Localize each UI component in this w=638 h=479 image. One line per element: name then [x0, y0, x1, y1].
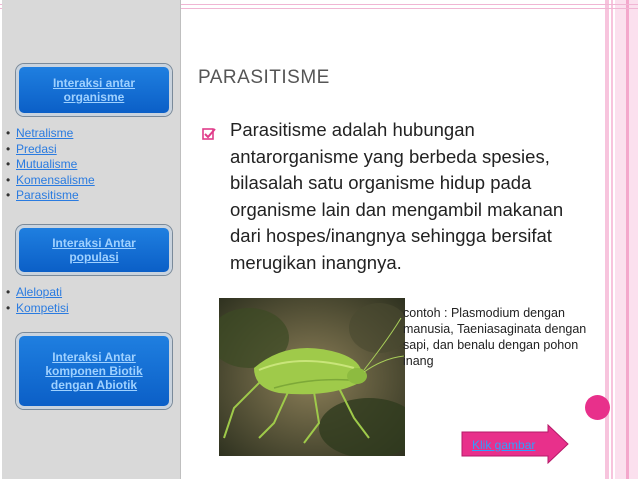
populasi-list [6, 285, 69, 316]
link-label[interactable]: Kompetisi [16, 300, 69, 315]
list-item-mutualisme[interactable] [6, 157, 95, 173]
bullet-icon: • [6, 157, 11, 171]
nav-box-label: dengan Abiotik [50, 378, 138, 392]
bullet-icon: • [6, 126, 11, 140]
nav-box-interaksi-populasi[interactable] [16, 225, 172, 275]
insect-photo [219, 298, 405, 456]
example-text: contoh : Plasmodium dengan manusia, Taeniasaginata dengan sapi, dan benalu dengan pohon inang [403, 306, 587, 368]
nav-box-biotik-abiotik[interactable] [16, 333, 172, 409]
link-label[interactable]: Parasitisme [16, 188, 79, 202]
bullet-icon: • [6, 188, 11, 202]
nav-box-label: populasi [69, 250, 119, 264]
list-item-predasi[interactable] [6, 142, 95, 158]
bullet-icon: • [6, 300, 11, 315]
nav-box-label: organisme [63, 90, 125, 104]
decor-circle [585, 395, 610, 420]
organisme-list [6, 126, 95, 204]
link-label[interactable]: Netralisme [16, 126, 74, 140]
link-label[interactable]: Komensalisme [16, 172, 95, 187]
sidebar [2, 0, 181, 479]
klik-gambar-button[interactable]: Klik gambar [472, 438, 536, 452]
list-item-kompetisi[interactable] [6, 301, 69, 317]
nav-box-label: Interaksi Antar [52, 350, 136, 364]
page-title: PARASITISME [198, 67, 330, 88]
nav-box-interaksi-organisme[interactable] [16, 64, 172, 116]
list-item-netralisme[interactable] [6, 126, 95, 142]
bullet-icon: • [6, 141, 11, 156]
nav-box-label: Interaksi Antar [52, 236, 136, 250]
list-item-alelopati[interactable] [6, 285, 69, 301]
bullet-icon: • [6, 285, 11, 299]
link-label[interactable]: Predasi [16, 141, 57, 156]
checkbox-bullet-icon [202, 127, 216, 144]
decor-stripe [626, 0, 629, 479]
list-item-komensalisme[interactable] [6, 173, 95, 189]
nav-box-label: Interaksi antar [52, 76, 136, 90]
link-label[interactable]: Alelopati [16, 285, 63, 299]
decor-stripe [611, 0, 613, 479]
nav-box-label: komponen Biotik [45, 364, 143, 378]
list-item-parasitisme[interactable] [6, 188, 95, 204]
link-label[interactable]: Mutualisme [16, 157, 78, 171]
definition-paragraph: Parasitisme adalah hubungan antarorganisme yang berbeda spesies, bilasalah satu organisme hidup pada organisme lain dan mengambil makanan dari hospes/inangnya sehingga bersifat merugikan inangnya. [230, 119, 564, 273]
bullet-icon: • [6, 172, 11, 187]
